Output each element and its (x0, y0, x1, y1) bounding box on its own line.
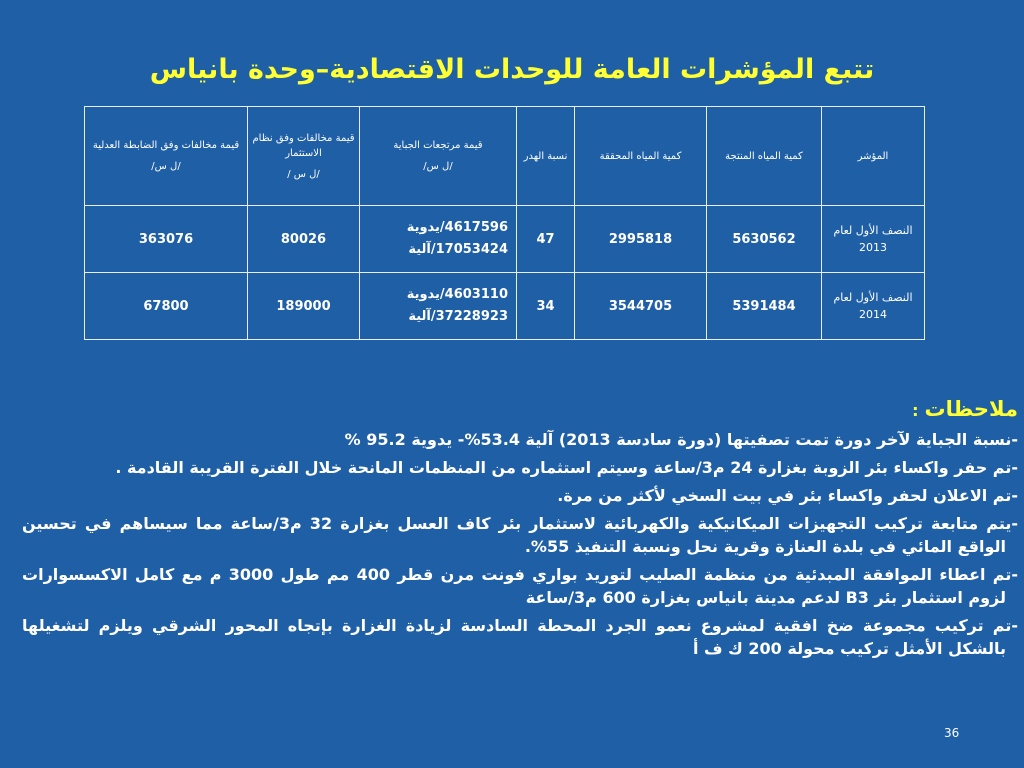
note-item: -تم حفر واكساء بئر الزوبة بغزارة 24 م3/ساعة وسيتم استثماره من المنظمات المانحة خلال الفترة القريبة القادمة . (115, 458, 1018, 477)
cell-period: النصف الأول لعام 2014 (822, 273, 925, 340)
notes-heading (22, 392, 1018, 428)
notes-heading-text: ملاحظات (924, 397, 1018, 421)
note-item: -تم تركيب مجموعة ضخ افقية لمشروع نعمو الجرد المحطة السادسة لزيادة الغزارة بإتجاه المحور الشرقي ويلزم لتشغيلها بالشكل الأمثل تركيب محولة 200 ك ف أ (22, 616, 1018, 658)
indicators-table-container (84, 106, 924, 340)
header-unit: /ل س/ (423, 161, 453, 172)
cell-investment: 80026 (248, 206, 360, 273)
fees-manual: 4603110/يدوية (406, 287, 508, 302)
page-number: 36 (944, 726, 960, 740)
fees-manual: 4617596/يدوية (406, 220, 508, 235)
cell-waste: 47 (517, 206, 575, 273)
table-row (85, 273, 925, 340)
table-row (85, 206, 925, 273)
cell-waste: 34 (517, 273, 575, 340)
header-investment-violations: قيمة مخالفات وفق نظام الاستثمار /ل س / (248, 107, 360, 206)
note-item: -تم اعطاء الموافقة المبدئية من منظمة الصليب لتوريد بواري فونت مرن قطر 400 مم طول 3000 م مع كامل الاكسسوارات لزوم استثمار بئر B3 لدعم مدينة بانياس بغزارة 600 م3/ساعة (22, 565, 1018, 607)
page-title: تتبع المؤشرات العامة للوحدات الاقتصادية–وحدة بانياس (149, 54, 875, 85)
cell-realized: 3544705 (575, 273, 707, 340)
cell-judicial: 363076 (85, 206, 248, 273)
indicators-table (84, 106, 925, 340)
cell-collection-returns (360, 273, 517, 340)
header-judicial-violations: قيمة مخالفات وفق الضابطة العدلية /ل س/ (85, 107, 248, 206)
cell-judicial: 67800 (85, 273, 248, 340)
header-waste-ratio: نسبة الهدر (517, 107, 575, 206)
notes-heading-colon: : (912, 401, 919, 420)
cell-period: النصف الأول لعام 2013 (822, 206, 925, 273)
cell-produced: 5391484 (707, 273, 822, 340)
header-produced-water: كمية المياه المنتجة (707, 107, 822, 206)
fees-auto: 17053424/آلية (408, 242, 508, 257)
header-unit: /ل س/ (151, 161, 181, 172)
fees-auto: 37228923/آلية (408, 309, 508, 324)
note-item: -يتم متابعة تركيب التجهيزات الميكانيكية والكهربائية لاستثمار بئر كاف العسل بغزارة 32 م3/ساعة مما سيساهم في تحسين الواقع المائي في بلدة العنازة وقرية نحل ونسبة التنفيذ 55%. (22, 514, 1019, 556)
header-collection-returns: قيمة مرتجعات الجباية /ل س/ (360, 107, 517, 206)
header-indicator: المؤشر (822, 107, 925, 206)
cell-investment: 189000 (248, 273, 360, 340)
header-realized-water: كمية المياه المحققة (575, 107, 707, 206)
header-unit: /ل س / (287, 168, 320, 180)
table-header-row (85, 107, 925, 206)
cell-produced: 5630562 (707, 206, 822, 273)
note-item: -نسبة الجباية لآخر دورة تمت تصفيتها (دورة سادسة 2013) آلية 53.4%- يدوية 95.2 % (344, 430, 1018, 449)
cell-realized: 2995818 (575, 206, 707, 273)
cell-collection-returns (360, 206, 517, 273)
note-item: -تم الاعلان لحفر واكساء بئر في بيت السخي لأكثر من مرة. (557, 486, 1018, 505)
notes-section (22, 392, 1018, 665)
